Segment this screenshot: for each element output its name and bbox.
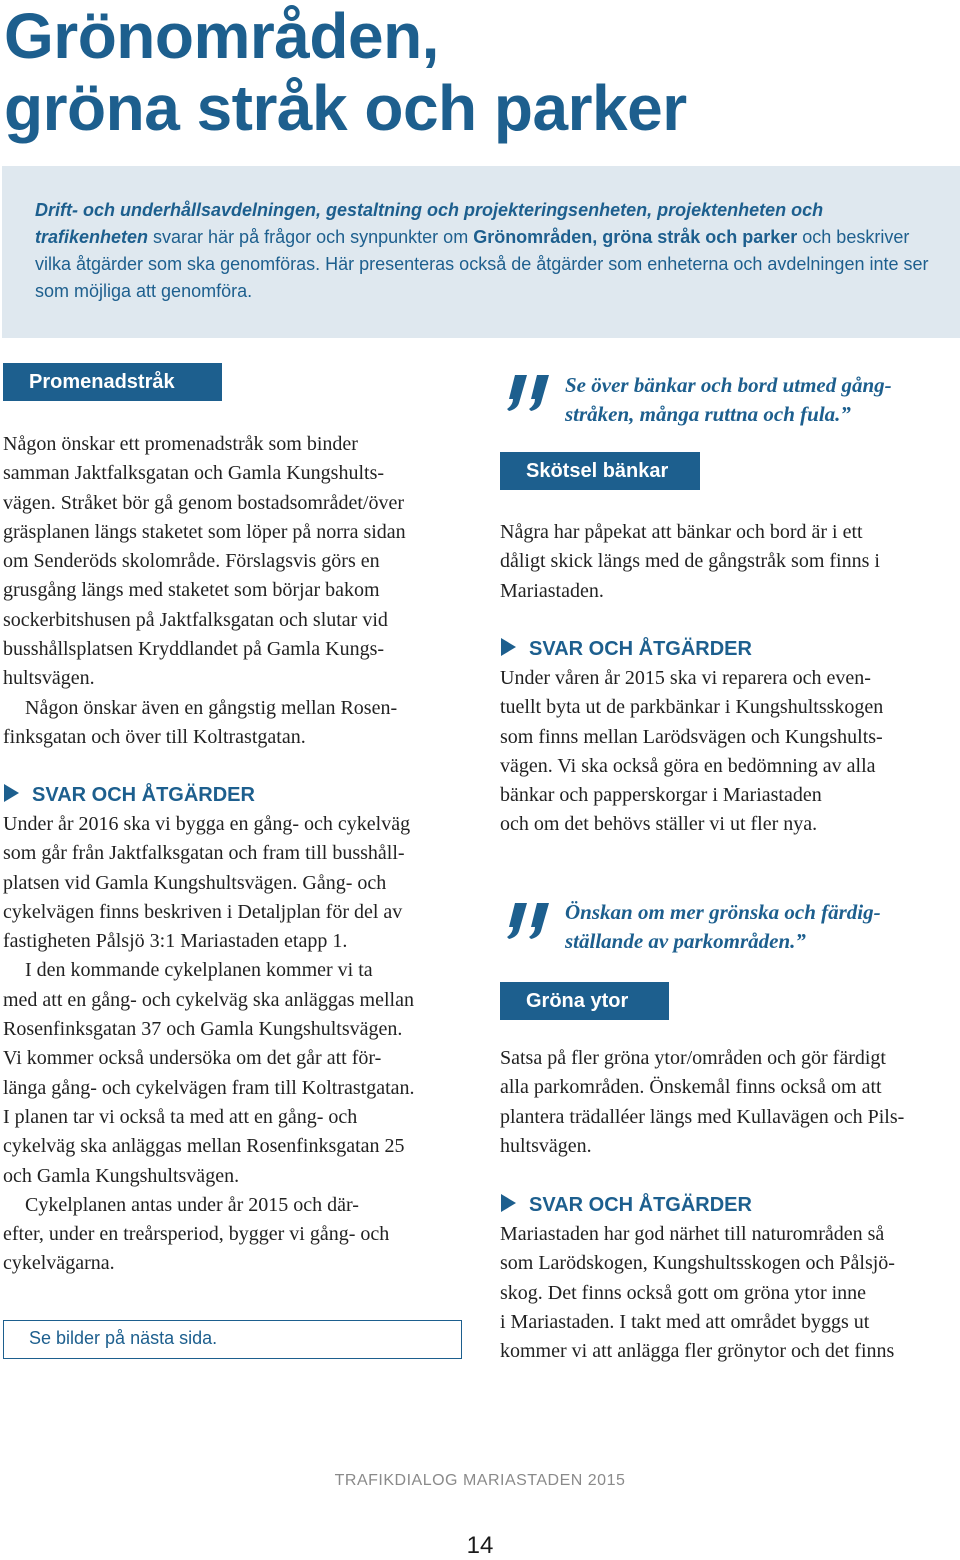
intro-text-part: och beskriver vilka åtgärder som ska genomföras. Här presenteras också de åtgärder som enheterna och avdelningen inte ser som möjliga att genomföra. [35, 227, 929, 301]
text-line: grusgång längs med staketet som börjar bakom [3, 579, 380, 602]
text-line: sockerbitshusen på Jaktfalksgatan och slutar vid [3, 608, 388, 631]
text-line: med att en gång- och cykelväg ska anläggas mellan [3, 988, 414, 1011]
text-line: som går från Jaktfalksgatan och fram till busshåll- [3, 842, 405, 865]
question-text [500, 518, 955, 606]
text-line: efter, under en treårsperiod, bygger vi gång- och [3, 1223, 390, 1246]
answer-text [500, 664, 955, 840]
intro-text-part: svarar här på frågor och synpunkter om [148, 227, 474, 247]
text-line: Mariastaden. [500, 579, 604, 602]
text-line: fastigheten Pålsjö 3:1 Mariastaden etapp 1. [3, 930, 348, 953]
quote-line: stråken, många ruttna och fula.” [565, 402, 851, 426]
text-line: om Senderöds skolområde. Förslagsvis görs en [3, 550, 380, 573]
publication-footer: TRAFIKDIALOG MARIASTADEN 2015 [334, 1472, 626, 1489]
triangle-right-icon [501, 1194, 516, 1212]
text-line: Någon önskar ett promenadstråk som binder [3, 433, 358, 455]
text-line: plantera trädalléer längs med Kullavägen och Pils- [500, 1105, 905, 1128]
svar-heading [501, 634, 752, 664]
text-line: hultsvägen. [500, 1134, 592, 1157]
text-line: bänkar och papperskorgar i Mariastaden [500, 784, 822, 807]
text-line: Cykelplanen antas under år 2015 och där- [25, 1193, 359, 1216]
quote-line: Se över bänkar och bord utmed gång- [565, 373, 892, 397]
text-line: busshållsplatsen Kryddlandet på Gamla Kungs- [3, 638, 385, 661]
text-line: Vi kommer också undersöka om det går att för- [3, 1047, 382, 1070]
text-line: som finns mellan Larödsvägen och Kungshults- [500, 725, 883, 748]
text-line: skog. Det finns också gott om gröna ytor inne [500, 1281, 867, 1304]
page-title [4, 0, 687, 144]
text-line: Satsa på fler gröna ytor/områden och gör färdigt [500, 1047, 886, 1069]
text-line: Under våren år 2015 ska vi reparera och even- [500, 667, 871, 689]
text-line: I den kommande cykelplanen kommer vi ta [25, 959, 373, 982]
triangle-right-icon [4, 784, 19, 802]
text-line: i Mariastaden. I takt med att området byggs ut [500, 1310, 870, 1333]
svar-label: SVAR OCH ÅTGÄRDER [529, 638, 752, 660]
question-text [3, 430, 473, 752]
intro-box [2, 166, 960, 338]
text-line: vägen. Stråket bör gå genom bostadsområdet/över [3, 491, 404, 514]
intro-topic: Grönområden, gröna stråk och parker [473, 227, 798, 247]
see-next-page-box [3, 1320, 462, 1359]
quote-text [565, 898, 881, 956]
triangle-right-icon [501, 638, 516, 656]
text-line: Någon önskar även en gångstig mellan Rosen- [25, 696, 398, 719]
text-line: cykelvägarna. [3, 1252, 115, 1275]
intro-text [35, 197, 940, 305]
svar-heading [501, 1190, 752, 1220]
section-tag-skotsel-bankar: Skötsel bänkar [500, 452, 700, 490]
text-line: dåligt skick längs med de gångstråk som finns i [500, 550, 880, 573]
text-line: alla parkområden. Önskemål finns också om att [500, 1076, 882, 1099]
text-line: I planen tar vi också ta med att en gång- och [3, 1105, 358, 1128]
text-line: finksgatan och över till Koltrastgatan. [3, 725, 306, 748]
quote-line: ställande av parkområden.” [565, 929, 806, 953]
text-line: Några har påpekat att bänkar och bord är i ett [500, 521, 863, 543]
text-line: och om det behövs ställer vi ut fler nya. [500, 813, 818, 836]
svar-heading [4, 780, 255, 810]
text-line: Rosenfinksgatan 37 och Gamla Kungshultsvägen. [3, 1018, 403, 1041]
section-tag-grona-ytor: Gröna ytor [500, 982, 669, 1020]
title-line: gröna stråk och parker [4, 72, 687, 144]
text-line: cykelvägen finns beskriven i Detaljplan för del av [3, 900, 403, 923]
quote-text [565, 371, 892, 429]
text-line: cykelväg ska anläggas mellan Rosenfinksgatan 25 [3, 1135, 405, 1158]
answer-text [3, 810, 473, 1279]
section-tag-promenadstrak: Promenadstråk [3, 363, 222, 401]
text-line: Mariastaden har god närhet till naturområden så [500, 1223, 885, 1245]
quote-line: Önskan om mer grönska och färdig- [565, 900, 881, 924]
text-line: och Gamla Kungshultsvägen. [3, 1164, 240, 1187]
svar-label: SVAR OCH ÅTGÄRDER [32, 784, 255, 806]
question-text [500, 1044, 955, 1161]
text-line: tuellt byta ut de parkbänkar i Kungshultsskogen [500, 696, 884, 719]
text-line: platsen vid Gamla Kungshultsvägen. Gång- och [3, 871, 387, 894]
quote-mark-icon [505, 901, 555, 941]
text-line: kommer vi att anlägga fler grönytor och det finns [500, 1340, 895, 1363]
text-line: som Larödskogen, Kungshultsskogen och Pålsjö- [500, 1252, 895, 1275]
intro-departments: Drift- och underhållsavdelningen, gestaltning och projekteringsenheten, projektenheten och trafikenheten [35, 200, 824, 247]
text-line: Under år 2016 ska vi bygga en gång- och cykelväg [3, 813, 411, 835]
svar-label: SVAR OCH ÅTGÄRDER [529, 1194, 752, 1216]
page-number: 14 [466, 1532, 494, 1559]
title-line: Grönområden, [4, 0, 439, 72]
text-line: hultsvägen. [3, 667, 95, 690]
text-line: vägen. Vi ska också göra en bedömning av alla [500, 754, 876, 777]
text-line: samman Jaktfalksgatan och Gamla Kungshults- [3, 462, 385, 485]
answer-text [500, 1220, 955, 1366]
quote-mark-icon [505, 373, 555, 413]
text-line: länga gång- och cykelvägen fram till Koltrastgatan. [3, 1076, 415, 1099]
see-next-page-text: Se bilder på nästa sida. [29, 1328, 218, 1348]
text-line: gräsplanen längs staketet som löper på norra sidan [3, 520, 406, 543]
